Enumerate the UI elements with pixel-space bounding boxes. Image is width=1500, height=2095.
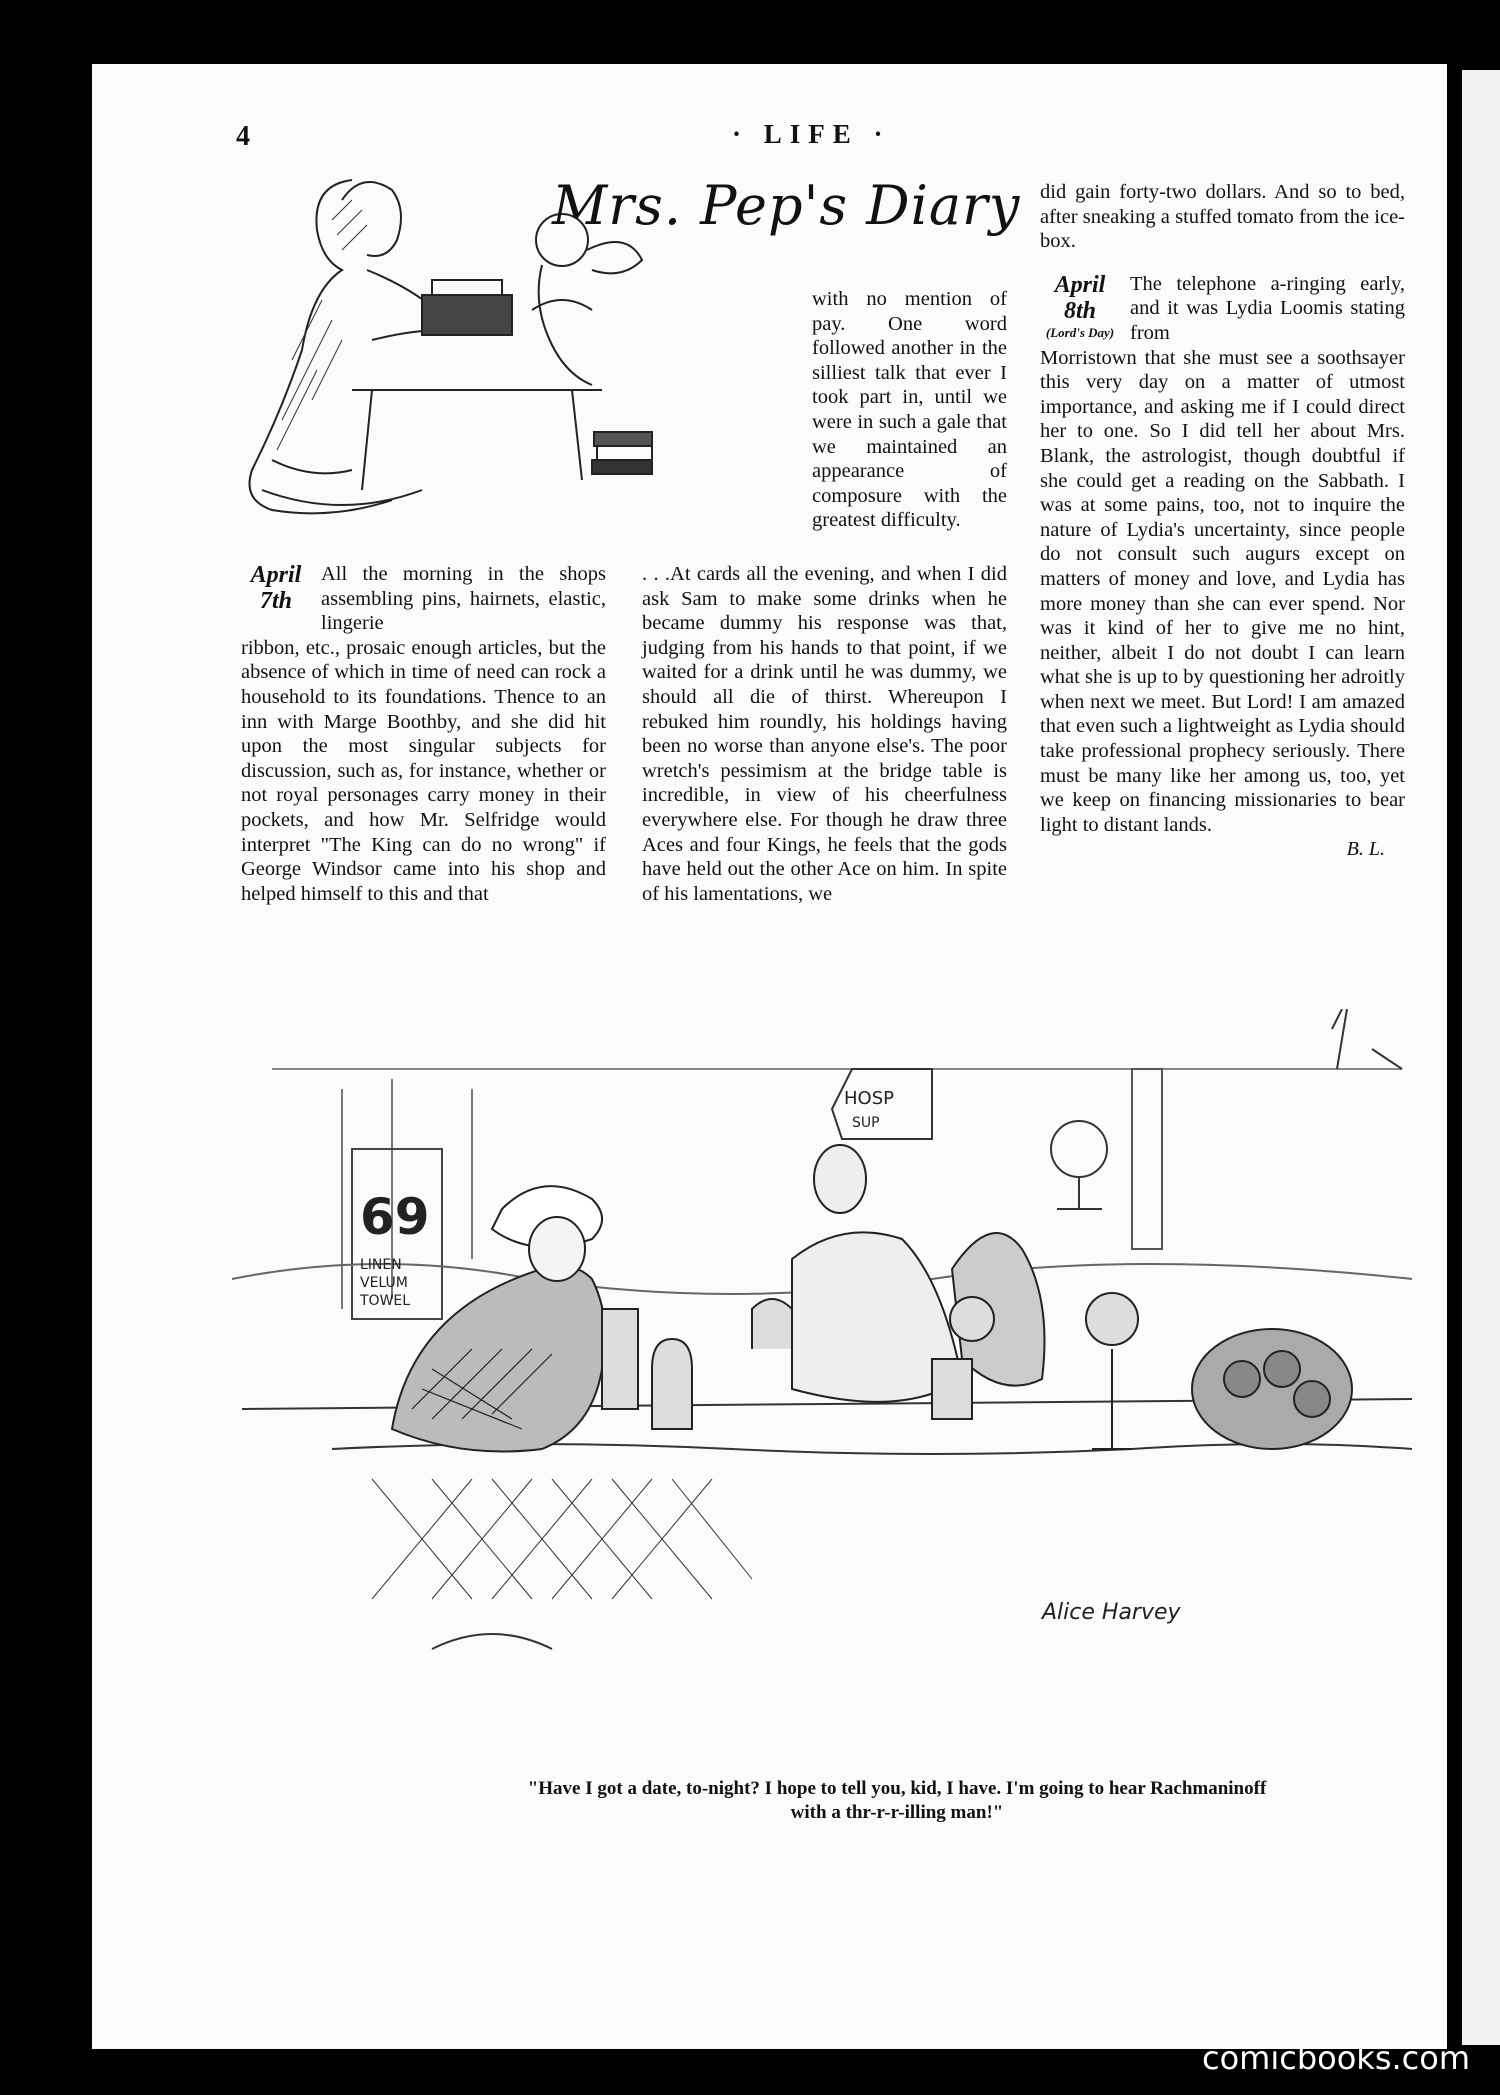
sign-velum: VELUM: [360, 1275, 408, 1291]
page-number: 4: [236, 121, 250, 152]
col2-body-text: . . .At cards all the evening, and when I did ask Sam to make some drinks when he became dummy his response was that, judging from his hands to that point, if we waited for a drink until he was dummy, we should all die of thirst. Whereupon I rebuked him roundly, his holdings having been no worse than anyone else's. The poor wretch's pessimism at the bridge table is incredible, in view of his cheerfulness everywhere else. For though he draw three Aces and four Kings, he feels that the gods have held out the other Ace on him. In spite of his lamentations, we: [642, 563, 1007, 905]
column-1: [241, 562, 606, 906]
dateline-april-7: [241, 562, 311, 636]
col3-lead-text: The telephone a-ringing early, and it was Lydia Loomis stating from: [1130, 272, 1405, 344]
caption-line-1: "Have I got a date, to-night? I hope to tell you, kid, I have. I'm going to hear Rachmaninoff: [527, 1778, 1267, 1799]
column-3: [1040, 180, 1405, 862]
artist-signature: Alice Harvey: [1042, 1600, 1181, 1625]
running-head: · LIFE ·: [732, 119, 891, 149]
article-title: Mrs. Pep's Diary: [552, 174, 1021, 237]
col2-top-text: with no mention of pay. One word followed another in the silliest talk that ever I took part in, until we were in such a gale that we maintained an appearance of composure with the greatest difficulty.: [812, 288, 1007, 532]
cartoon-caption: [422, 1777, 1372, 1825]
dateline-day: 7th: [259, 588, 292, 614]
watermark-text: comicbooks.com: [1201, 2039, 1470, 2077]
column-2: [642, 562, 1007, 906]
dateline-note: (Lord's Day): [1045, 324, 1115, 340]
dateline-month: April: [1054, 271, 1106, 298]
caption-line-2: with a thr-r-r-illing man!": [790, 1802, 1004, 1823]
next-page-edge: [1462, 70, 1500, 2045]
col1-body-text: ribbon, etc., prosaic enough articles, but the absence of which in time of need can rock a household to its foundations. Thence to an inn with Marge Boothby, and she did hit upon the most singular subjects for discussion, such as, for instance, whether or not royal personages carry money in their pockets, and how Mr. Selfridge would interpret "The King can do no wrong" if George Windsor came into his shop and helped himself to this and that: [241, 636, 606, 905]
dateline-april-8: [1040, 272, 1120, 346]
magazine-page: [92, 64, 1447, 2049]
col1-lead-text: All the morning in the shops assembling pins, hairnets, elastic, lingerie: [321, 563, 606, 635]
dateline-month: April: [250, 562, 302, 588]
author-signature: B. L.: [1346, 838, 1385, 861]
column-2-top: [812, 287, 1007, 533]
sign-69: 69: [360, 1188, 430, 1246]
col3-body-text: Morristown that she must see a soothsayer this very day on a matter of utmost importance, and asking me if I could direct her to one. So I did tell her about Mrs. Blank, the astrologist, though doubtful if she could get a reading on the Sabbath. I was at some pains, too, not to inquire the nature of Lydia's uncertainty, since people do not consult such augurs except on matters of money and love, and Lydia has more money than she can ever spend. Nor was it kind of her to give me no hint, neither, albeit I do not doubt I can learn what she is up to by questioning her adroitly when next we meet. But Lord! I am amazed that even such a lightweight as Lydia should take professional prophecy seriously. There must be many like her among us, too, yet we keep on financing missionaries to bear light to distant lands.: [1040, 346, 1405, 836]
sign-towel: TOWEL: [360, 1293, 411, 1309]
sign-hosp: HOSP: [844, 1088, 894, 1109]
cartoon-illustration: [232, 1009, 1422, 1734]
sign-sup: SUP: [852, 1115, 880, 1131]
sign-linen: LINEN: [360, 1257, 402, 1273]
col3-top-text: did gain forty-two dollars. And so to bed, after sneaking a stuffed tomato from the ice-box.: [1040, 181, 1405, 253]
dateline-day: 8th: [1063, 297, 1096, 324]
